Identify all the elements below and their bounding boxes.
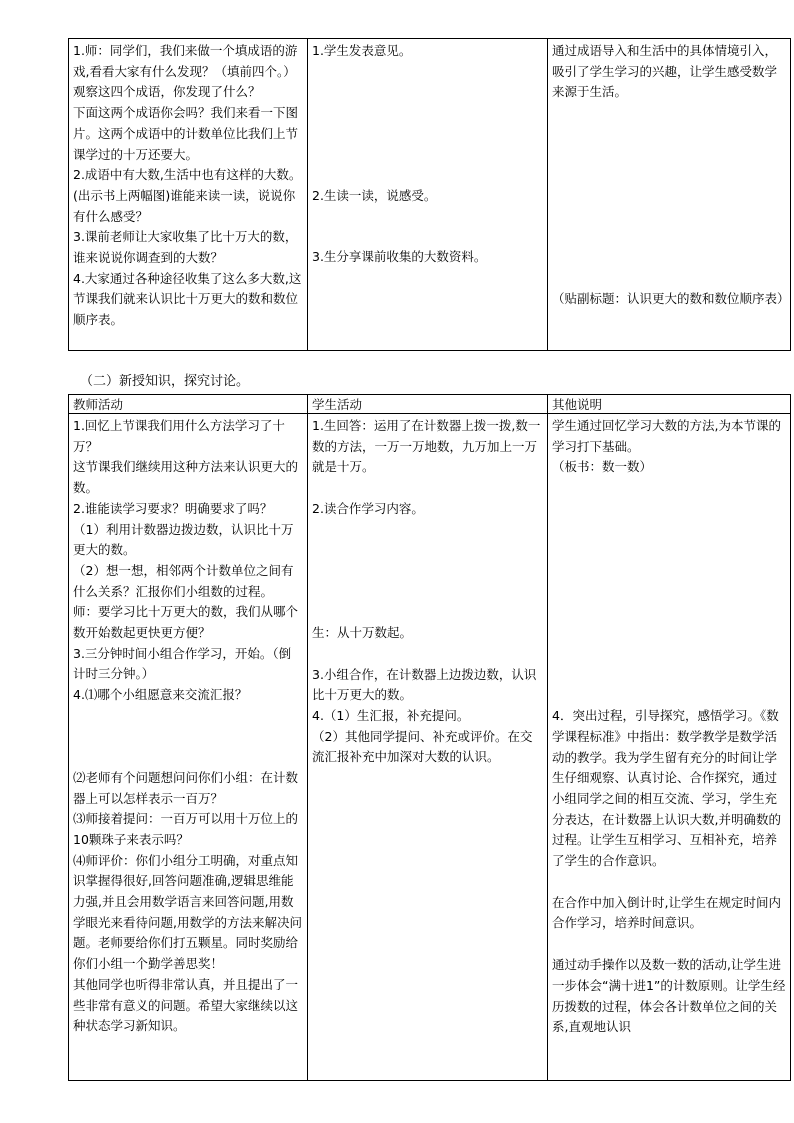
student-activity-cell — [308, 414, 548, 1081]
paragraph: 2.生读一读，说感受。 — [312, 187, 437, 203]
paragraph: 2.成语中有大数,生活中也有这样的大数。(出示书上两幅图)谁能来读一读，说说你有什么感受？ — [73, 167, 302, 224]
notes-cell — [548, 414, 791, 1081]
section-heading: （二）新授知识，探究讨论。 — [80, 374, 250, 389]
paragraph: 通过动手操作以及数一数的活动,让学生进一步体会“满十进1”的计数原则。让学生经历拨数的过程，体会各计数单位之间的关系,直观地认识 — [552, 957, 786, 1035]
paragraph: 3.三分钟时间小组合作学习，开始。（倒计时三分钟。） — [73, 645, 292, 682]
paragraph: 1.回忆上节课我们用什么方法学习了十万？ — [73, 418, 285, 454]
new-knowledge-table — [68, 394, 791, 1081]
teacher-activity-cell — [69, 39, 308, 351]
paragraph: 师：要学习比十万更大的数，我们从哪个数开始数起更快更方便？ — [73, 604, 299, 641]
paragraph: （贴副标题：认识更大的数和数位顺序表） — [552, 291, 790, 307]
paragraph: （1）利用计数器边拨边数，认识比十万更大的数。 — [73, 521, 294, 558]
paragraph: 1.师：同学们，我们来做一个填成语的游戏,看看大家有什么发现？（填前四个。）观察这四个成语，你发现了什么？ — [73, 43, 298, 100]
header-student-activity: 学生活动 — [308, 395, 548, 414]
paragraph: 2.谁能读学习要求？明确要求了吗？ — [73, 500, 273, 516]
paragraph: ⑵老师有个问题想问问你们小组：在计数器上可以怎样表示一百万？ — [73, 769, 299, 806]
paragraph: 生：从十万数起。 — [312, 624, 413, 640]
student-activity-cell — [308, 39, 548, 351]
paragraph: ⑶师接着提问：一百万可以用十万位上的10颗珠子来表示吗？ — [73, 811, 299, 847]
paragraph: 学生通过回忆学习大数的方法,为本节课的学习打下基础。 — [552, 418, 781, 454]
teacher-activity-cell — [69, 414, 308, 1081]
paragraph: 4．突出过程，引导探究，感悟学习。《数学课程标准》中指出：数学教学是数学活动的教学。我为学生留有充分的时间让学生仔细观察、认真讨论、合作探究，通过小组同学之间的相互交流、学习，学生充分表达，在计数器上认识大数,并明确数的过程。让学生互相学习、互相补充，培养了学生的合作意识。 — [552, 708, 781, 869]
paragraph: 1.生回答：运用了在计数器上拨一拨,数一数的方法，一万一万地数，九万加上一万就是十万。 — [312, 418, 541, 475]
paragraph: 4.（1）生汇报，补充提问。 — [312, 707, 470, 723]
paragraph: 3.小组合作，在计数器上边拨边数，认识比十万更大的数。 — [312, 666, 537, 703]
paragraph: 2.读合作学习内容。 — [312, 501, 424, 517]
paragraph: （2）其他同学提问、补充或评价。在交流汇报补充中加深对大数的认识。 — [312, 728, 533, 765]
paragraph: ⑷师评价：你们小组分工明确，对重点知识掌握得很好,回答问题准确,逻辑思维能力强,并且会用数学语言来回答问题,用数学眼光来看待问题,用数学的方法来解决问题。老师要给你们打五颗星。同时奖励给你们小组一个勤学善思奖！ — [73, 852, 302, 972]
paragraph: 4.⑴哪个小组愿意来交流汇报？ — [73, 687, 248, 703]
paragraph: （板书：数一数） — [552, 459, 653, 475]
paragraph: 通过成语导入和生活中的具体情境引入，吸引了学生学习的兴趣，让学生感受数学来源于生活。 — [552, 43, 778, 100]
intro-table — [68, 38, 791, 351]
header-notes: 其他说明 — [548, 395, 791, 414]
paragraph: 这节课我们继续用这种方法来认识更大的数。 — [73, 459, 299, 496]
notes-cell — [548, 39, 791, 351]
paragraph: 其他同学也听得非常认真，并且提出了一些非常有意义的问题。希望大家继续以这种状态学习新知识。 — [73, 976, 299, 1034]
paragraph: 在合作中加入倒计时,让学生在规定时间内合作学习，培养时间意识。 — [552, 894, 781, 931]
paragraph: 1.学生发表意见。 — [312, 43, 412, 58]
paragraph: 3.生分享课前收集的大数资料。 — [312, 249, 487, 265]
header-teacher-activity: 教师活动 — [69, 395, 308, 414]
paragraph: （2）想一想，相邻两个计数单位之间有什么关系？汇报你们小组数的过程。 — [73, 562, 294, 599]
paragraph: 3.课前老师让大家收集了比十万大的数，谁来说说你调查到的大数？ — [73, 229, 298, 266]
paragraph: 下面这两个成语你会吗？我们来看一下图片。这两个成语中的计数单位比我们上节课学过的十万还要大。 — [73, 105, 299, 162]
paragraph: 4.大家通过各种途径收集了这么多大数,这节课我们就来认识比十万更大的数和数位顺序表。 — [73, 270, 302, 328]
